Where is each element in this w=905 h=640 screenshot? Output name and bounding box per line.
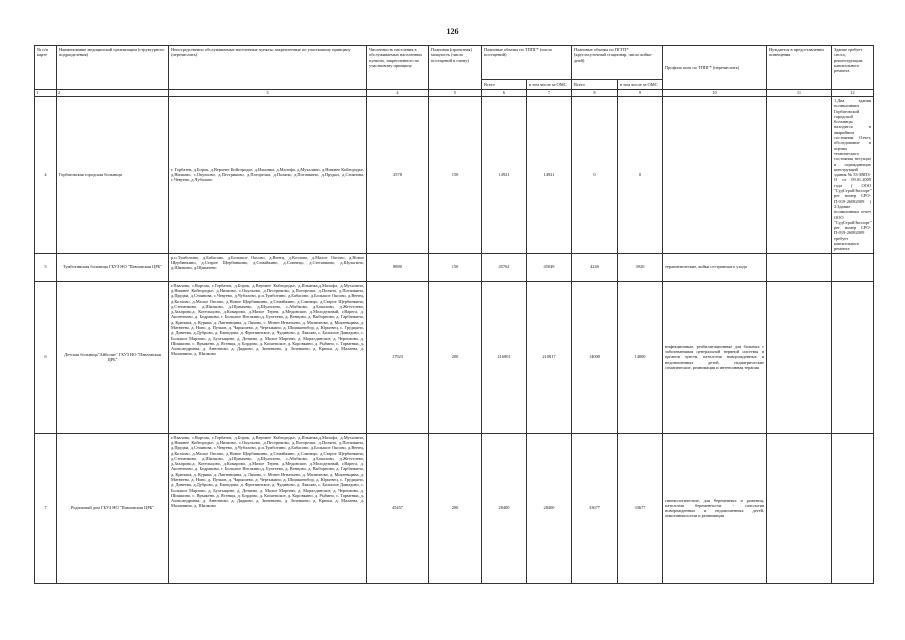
column-number: 7: [527, 90, 572, 97]
total-value: 28400: [482, 433, 527, 583]
population-value: 8880: [367, 253, 429, 281]
capacity-value: 150: [429, 253, 482, 281]
table-row: [35, 433, 874, 583]
header-total2: Всего: [572, 80, 618, 90]
omc-value: 14921: [527, 97, 572, 254]
omc-value: 28400: [527, 433, 572, 583]
header-requires: Здание требует сноса, реконструкции, капитального ремонта: [832, 46, 874, 90]
omc-value: 210817: [527, 281, 572, 433]
org-name: Детская больница"Айболит" ГБУЗ НО "Павловская ЦРБ": [57, 281, 169, 433]
settlements-list: г.Павлово, г.Ворсма, г.Горбатов, д.Борок, д.Верхнее Койгородье, д.Ильинка,д.Малофа, д.Мухалино, д.Нижнее Койгородье, д.Нилково, с.Окульово, д.Пестриково, д.Погорелка, д.Поляна, д.Потапкино, д.Прудки, д.Стоянова, с.Чевуево, д.Чубалово, р.п.Тумботино, д.Бабасово, д.Большое Оксово, д.Венец, д.Козлово, д.Малое Оксово, д.Новое Щербинкино, д.Семайкино, д.Сомнецо, д.Старое Щербинкино, д.Степанково, д.Шилково, д.Щипачево, д.Шульгино, с.Абабково, д.Бокалово, д.Жестелево, д.Захарово,д. Котельцово, д.Комарово, д.Малое Терем, д.Мединское, д.Молодежный, г.Варега, д. Аксентьево, д. Бодраково, г. Большое Иголкино,д. Бухтеево, д. Венцово, д. Выборново, д. Гарбанкино, д. Крюкша, д. Куряки, д. Лаптевщина, д. Ляхово, с. Монет Игнатьево, д. Малнигово, д. Мокеевщина, д. Матвеево, д. Ново, д. Пучков, д. Чарышево, д. Чертыкино, д. Шишкинобор, д. Юрьевец, с. Грудцыно, д. Дивеево, д.Дуброво, д. Ежеидово, д. Фрогнинское, д. Чудиново, д. Ляксяю, с. Большое Давыдово, с. Большое Мартово, д. Бухтыщево, д. Детяево, д. Малое Мартово, д. Моралдинское, д. Черепково, д. Шишкино, с. Ярыжено, д. Ясенцы, д. Бордово, д. Кишемское, д. Коровкино, д. Рыбино, с. Тарменки, д. Александровка, д. Анютково, д. Дядково, д. Зиновьево, д. Зеленково, д. Крюки, д. Малаева, д. Малаевино, д. Шилково: [169, 281, 367, 433]
capacity-value: 200: [429, 281, 482, 433]
profile-text: гинекологические, для беременных и рожениц, патология беременности - патология новорожденных и недоношенных детей, онкогинекологии и реанимация: [663, 433, 767, 583]
header-row-no: № п/п карте: [35, 46, 57, 90]
requires-text: [832, 433, 874, 583]
header-population: Численность населения в обслуживаемых населенных пунктах, закрепленного по участковому принципу: [367, 46, 429, 90]
total-value: 45762: [482, 253, 527, 281]
requires-text: [832, 281, 874, 433]
column-number: 8: [572, 90, 618, 97]
column-number: 4: [367, 90, 429, 97]
population-value: 17923: [367, 281, 429, 433]
omc2-value: 0: [618, 97, 663, 254]
row-no: 6: [35, 281, 57, 433]
header-volumes-pggh: Плановые объемы по ПГГП* (круглосуточный стационар, число койко-дней): [572, 46, 663, 80]
column-number: 11: [767, 90, 832, 97]
row-no: 4: [35, 97, 57, 254]
total2-value: 4240: [572, 253, 618, 281]
requires-text: 1.Два здания поликлиники Горбатовской городской больницы находятся в аварийном состоянии. Отчет, обследование и оценка технического состояния несущих и ограждающих конструкций здания № 53-ЗВПЗ-О от 09.01.2009 года ( ООО "СудСтройЭкспорт" рег номер СРО-П-019-26082009 ) 2.Здание поликлиники отчет ООО "СудСтройЭкспорт" рег номер СРО-П-019-26082009 требует капитального ремонта: [832, 97, 874, 254]
profile-text: терапевтические, койки сестринского ухода: [663, 253, 767, 281]
capacity-value: 150: [429, 97, 482, 254]
org-name: Тумботинская больница ГБУЗ НО "Павловская ЦРБ": [57, 253, 169, 281]
capacity-value: 200: [429, 433, 482, 583]
planning-table: [34, 45, 874, 584]
header-volumes-pgg: Плановые объемы по ТППГ* (число посещений): [482, 46, 572, 80]
column-number: 3: [169, 90, 367, 97]
total2-value: 14000: [572, 281, 618, 433]
needs-text: [767, 97, 832, 254]
population-value: 2578: [367, 97, 429, 254]
header-profile: Профиль коек по ТППГ* (перечислить): [663, 46, 767, 90]
omc2-value: 14000: [618, 281, 663, 433]
column-number: 2: [57, 90, 169, 97]
settlements-list: р.п.Тумботино, д.Бабасово, д.Большое Оксово, д.Венец, д.Козлово, д.Малое Оксово, д.Новое Щербинкино, д.Старое Щербинкино, д.Семайкино, д.Сомнецо, д.Степанково, д.Шульгино, д.Шилково, д.Щипачево: [169, 253, 367, 281]
total2-value: 0: [572, 97, 618, 254]
omc-value: 45049: [527, 253, 572, 281]
population-value: 45457: [367, 433, 429, 583]
header-capacity: Плановая (проектная) мощность (число посещений в смену): [429, 46, 482, 90]
needs-text: [767, 253, 832, 281]
settlements-list: г.Павлово, г.Ворсма, г.Горбатов, д.Борок, д.Верхнее Койгородье, д.Ильинка,д.Малофа, д.Мухалино, д.Нижнее Койгородье, д.Нилково, с.Окульово, д.Пестриково, д.Погорелка, д.Поляна, д.Потапкино, д.Прудки, д.Стоянова, с.Чевуево, д.Чубалово, р.п.Тумботино, д.Бабасово, д.Большое Оксово, д.Венец, д.Козлово, д.Малое Оксово, д.Новое Щербинкино, д.Семайкино, д.Сомнецо, д.Старое Щербинкино, д.Степанково, д.Шилково, д.Щипачево, д.Шульгино, с.Абабково, д.Бокалово, д.Жестелево, д.Захарово,д. Котельцово, д.Комарово, д.Малое Терем, д.Мединское, д.Молодежный, г.Варега, д. Аксентьево, д. Бодраково, г. Большое Иголкино,д. Бухтеево, д. Венцово, д. Выборново, д. Гарбанкино, д. Крюкша, д. Куряки, д. Лаптевщина, д. Ляхово, с. Монет Игнатьево, д. Малнигово, д. Мокеевщина, д. Матвеево, д. Ново, д. Пучков, д. Чарышево, д. Чертыкино, д. Шишкинобор, д. Юрьевец, с. Грудцыно, д. Дивеево, д.Дуброво, д. Ежеидово, д. Фрогнинское, д. Чудиново, д. Ляксяю, с. Большое Давыдово, с. Большое Мартово, д. Бухтыщево, д. Детяево, д. Малое Мартово, д. Моралдинское, д. Черепково, д. Шишкино, с. Ярыжено, д. Ясенцы, д. Бордово, д. Кишемское, д. Коровкино, д. Рыбино, с. Тарменки, д. Александровка, д. Анютково, д. Дядково, д. Зиновьево, д. Зеленково, д. Крюки, д. Малаева, д. Малаевино, д. Шилково: [169, 433, 367, 583]
column-number: 6: [482, 90, 527, 97]
header-incl-omc: в том числе за ОМС: [527, 80, 572, 90]
table-row: [35, 97, 874, 254]
header-needs: Нуждается в предоставлении помещения: [767, 46, 832, 90]
requires-text: [832, 253, 874, 281]
row-no: 5: [35, 253, 57, 281]
page-number: 126: [446, 27, 459, 36]
column-number: 1: [35, 90, 57, 97]
needs-text: [767, 281, 832, 433]
total-value: 216801: [482, 281, 527, 433]
total-value: 14921: [482, 97, 527, 254]
profile-text: [663, 97, 767, 254]
column-number: 5: [429, 90, 482, 97]
column-numbers-row: [35, 90, 874, 97]
table-row: [35, 281, 874, 433]
total2-value: 33677: [572, 433, 618, 583]
table-row: [35, 253, 874, 281]
header-incl-omc2: в том числе за ОМС: [618, 80, 663, 90]
header-settlements: Непосредственно обслуживаемые населенные пункты, закрепленные по участковому принципу (перечислить): [169, 46, 367, 90]
omc2-value: 3920: [618, 253, 663, 281]
omc2-value: 33677: [618, 433, 663, 583]
profile-text: инфекционные, реабилитационные для больных с заболеваниями центральной нервной системы и органов чувств, патология новорожденных и недоношенных детей, педиатрические соматические, реанимация и интенсивная терапия: [663, 281, 767, 433]
org-name: Горбатовская городская больница: [57, 97, 169, 254]
column-number: 9: [618, 90, 663, 97]
column-number: 10: [663, 90, 767, 97]
header-total: Всего: [482, 80, 527, 90]
row-no: 7: [35, 433, 57, 583]
org-name: Родильный дом ГБУЗ НО "Павловская ЦРБ": [57, 433, 169, 583]
header-row: [35, 46, 874, 80]
column-number: 12: [832, 90, 874, 97]
header-org: Наименование медицинской организации (структурного подразделения): [57, 46, 169, 90]
needs-text: [767, 433, 832, 583]
settlements-list: г. Горбатов, д.Борок, д.Верхнее Койгородье, д.Ильинка, д.Малофа, д.Мухалино, д.Нижнее Койгородье, д.Нилково, с.Окульово, д.Пестриково, д.Погорелка, д.Поляна, д.Потапкино, д.Прудки, д.Стоянова, с.Чевуево, д.Чубалово: [169, 97, 367, 254]
